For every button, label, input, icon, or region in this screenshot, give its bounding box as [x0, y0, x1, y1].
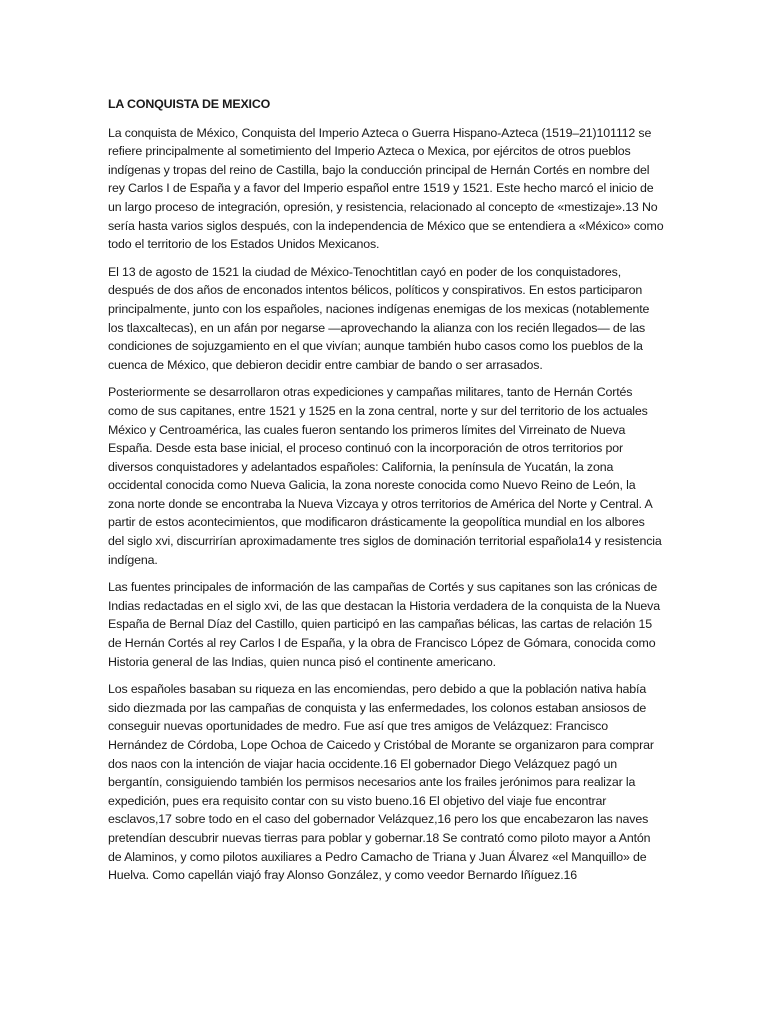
paragraph-1: La conquista de México, Conquista del Imperio Azteca o Guerra Hispano-Azteca (1519–21)101112 se refiere principalmente al sometimiento del Imperio Azteca o Mexica, por ejércitos de otros pueblos indígenas y tropas del reino de Castilla, bajo la conducción principal de Hernán Cortés en nombre del rey Carlos I de España y a favor del Imperio español entre 1519 y 1521. Este hecho marcó el inicio de un largo proceso de integración, opresión, y resistencia, relacionado al concepto de «mestizaje».13 No sería hasta varios siglos después, con la independencia de México que se entendiera a «México» como todo el territorio de los Estados Unidos Mexicanos.	[108, 125, 664, 252]
paragraph-2: El 13 de agosto de 1521 la ciudad de México-Tenochtitlan cayó en poder de los conquistadores, después de dos años de enconados intentos bélicos, políticos y conspirativos. En estos participaron principalmente, junto con los españoles, naciones indígenas enemigas de los mexicas (notablemente los tlaxcaltecas), en un afán por negarse —aprovechando la alianza con los recién llegados— de las condiciones de sojuzgamiento en el que vivían; aunque también hubo casos como los pueblos de la cuenca de México, que debieron decidir entre cambiar de bando o ser arrasados.	[108, 264, 650, 372]
document-title: LA CONQUISTA DE MEXICO	[108, 97, 271, 111]
document-page	[108, 95, 664, 894]
paragraph-5: Los españoles basaban su riqueza en las encomiendas, pero debido a que la población nativa había sido diezmada por las campañas de conquista y las enfermedades, los colonos estaban ansiosos de conseguir nuevas oportunidades de medro. Fue así que tres amigos de Velázquez: Francisco Hernández de Córdoba, Lope Ochoa de Caicedo y Cristóbal de Morante se organizaron para comprar dos naos con la intención de viajar hacia occidente.16 El gobernador Diego Velázquez pagó un bergantín, consiguiendo también los permisos necesarios ante los frailes jerónimos para realizar la expedición, pues era requisito contar con su visto bueno.16 El objetivo del viaje fue encontrar esclavos,17 sobre todo en el caso del gobernador Velázquez,16 pero los que encabezaron las naves pretendían descubrir nuevas tierras para poblar y gobernar.18 Se contrató como piloto mayor a Antón de Alaminos, y como pilotos auxiliares a Pedro Camacho de Triana y Juan Álvarez «el Manquillo» de Huelva. Como capellán viajó fray Alonso González, y como veedor Bernardo Iñíguez.16	[108, 682, 654, 883]
paragraph-4: Las fuentes principales de información de las campañas de Cortés y sus capitanes son las crónicas de Indias redactadas en el siglo xvi, de las que destacan la Historia verdadera de la conquista de la Nueva España de Bernal Díaz del Castillo, quien participó en las campañas bélicas, las cartas de relación 15 de Hernán Cortés al rey Carlos I de España, y la obra de Francisco López de Gómara, conocida como Historia general de las Indias, quien nunca pisó el continente americano.	[108, 580, 660, 669]
paragraph-3: Posteriormente se desarrollaron otras expediciones y campañas militares, tanto de Hernán Cortés como de sus capitanes, entre 1521 y 1525 en la zona central, norte y sur del territorio de los actuales México y Centroamérica, las cuales fueron sentando los primeros límites del Virreinato de Nueva España. Desde esta base inicial, el proceso continuó con la incorporación de otros territorios por diversos conquistadores y adelantados españoles: California, la península de Yucatán, la zona occidental conocida como Nueva Galicia, la zona noreste conocida como Nuevo Reino de León, la zona norte donde se encontraba la Nueva Vizcaya y otros territorios de América del Norte y Central. A partir de estos acontecimientos, que modificaron drásticamente la geopolítica mundial en los albores del siglo xvi, discurrirían aproximadamente tres siglos de dominación territorial española14 y resistencia indígena.	[108, 385, 662, 567]
